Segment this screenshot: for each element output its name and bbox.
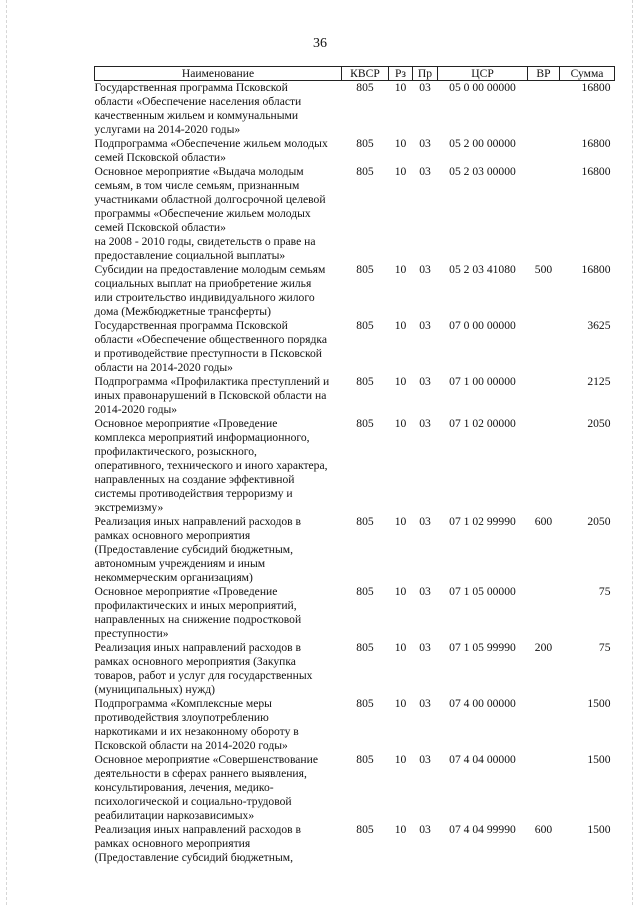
row-kvsr-cell: 805 [356,417,374,430]
row-name-line: Реализация иных направлений расходов в [94,515,301,528]
table-row [95,753,615,823]
row-pr-cell: 03 [419,515,431,528]
row-name-line: Государственная программа Псковской [94,81,288,94]
row-vr-cell [528,81,560,138]
row-name-line: консультирования, лечения, медико- [94,781,274,794]
table-row [95,417,615,515]
row-name-line: 2014-2020 годы» [94,403,178,416]
row-name-cell [95,137,342,165]
table-row [95,81,615,138]
table-row [95,585,615,641]
row-sum-cell: 75 [598,585,611,598]
row-name-line: реабилитации наркозависимых» [94,809,255,822]
budget-table [94,66,615,865]
table-row [95,375,615,417]
row-rz-cell: 10 [394,585,407,598]
row-name-line: на 2008 - 2010 годы, свидетельств о праве на [94,235,316,248]
row-csr-cell: 05 2 03 41080 [449,263,516,276]
row-rz-cell: 10 [394,319,407,332]
header-vr: ВР [528,67,560,81]
row-rz-cell: 10 [394,515,407,528]
row-name-line: области на 2014-2020 годы» [94,361,233,374]
row-rz-cell: 10 [394,137,407,150]
row-csr-cell: 07 4 04 99990 [449,823,516,836]
row-name-line: наркотиками и их незаконному обороту в [94,725,299,738]
row-pr-cell: 03 [419,375,431,388]
row-name-cell [95,81,342,138]
row-pr-cell: 03 [419,585,431,598]
row-name-line: Подпрограмма «Комплексные меры [94,697,272,710]
row-name-cell [95,753,342,823]
row-pr-cell: 03 [419,81,431,94]
row-kvsr-cell: 805 [356,823,374,836]
row-vr-cell: 200 [534,641,553,654]
row-name-line: Реализация иных направлений расходов в [94,823,301,836]
row-vr-cell [528,417,560,515]
row-name-line: Основное мероприятие «Проведение [94,585,278,598]
row-name-line: профилактических и иных мероприятий, [94,599,297,612]
row-csr-cell: 07 4 04 00000 [449,753,516,766]
row-name-cell [95,823,342,865]
row-name-line: комплекса мероприятий информационного, [94,431,310,444]
row-rz-cell: 10 [394,641,407,654]
row-kvsr-cell: 805 [356,319,374,332]
row-sum-cell: 2125 [587,375,611,388]
row-name-line: (Предоставление субсидий бюджетным, [94,543,293,556]
row-pr-cell: 03 [419,319,431,332]
row-name-line: профилактического, розыскного, [94,445,257,458]
row-name-line: области «Обеспечение населения области [94,95,302,108]
row-name-line: предоставление социальной выплаты» [94,249,286,262]
row-vr-cell [528,697,560,753]
row-sum-cell: 16800 [581,81,611,94]
row-name-line: направленных на снижение подростковой [94,613,302,626]
row-name-cell [95,585,342,641]
row-vr-cell [528,137,560,165]
row-name-cell [95,165,342,263]
row-kvsr-cell: 805 [356,137,374,150]
row-kvsr-cell: 805 [356,515,374,528]
header-pr: Пр [413,67,438,81]
row-name-line: социальных выплат на приобретение жилья [94,277,312,290]
row-vr-cell [528,319,560,375]
row-name-line: некоммерческим организациям) [94,571,253,584]
row-sum-cell: 2050 [587,515,611,528]
row-name-line: иных правонарушений в Псковской области на [94,389,327,402]
row-name-line: Реализация иных направлений расходов в [94,641,301,654]
table-header-row [95,67,615,81]
table-row [95,823,615,865]
row-rz-cell: 10 [394,753,407,766]
row-name-line: деятельности в сферах раннего выявления, [94,767,307,780]
row-name-line: услугами на 2014-2020 годы» [94,123,241,136]
row-pr-cell: 03 [419,165,431,178]
row-sum-cell: 1500 [587,753,611,766]
row-csr-cell: 07 0 00 00000 [449,319,516,332]
row-name-line: оперативного, технического и иного характера, [94,459,328,472]
table-row [95,263,615,319]
header-kvsr: КВСР [342,67,389,81]
row-name-line: Подпрограмма «Обеспечение жильем молодых [94,137,328,150]
scan-edge-right [632,0,634,905]
row-vr-cell [528,165,560,263]
row-pr-cell: 03 [419,263,431,276]
header-sum: Сумма [560,67,615,81]
row-name-line: Основное мероприятие «Проведение [94,417,278,430]
row-name-cell [95,319,342,375]
row-rz-cell: 10 [394,417,407,430]
row-csr-cell: 07 1 02 00000 [449,417,516,430]
row-vr-cell: 600 [534,823,553,836]
row-vr-cell [528,375,560,417]
row-kvsr-cell: 805 [356,585,374,598]
row-sum-cell: 2050 [587,417,611,430]
row-name-line: дома (Межбюджетные трансферты) [94,305,271,318]
row-name-line: автономным учреждениям и иным [94,557,266,570]
row-rz-cell: 10 [394,165,407,178]
row-csr-cell: 07 4 00 00000 [449,697,516,710]
row-name-cell [95,697,342,753]
row-pr-cell: 03 [419,137,431,150]
table-body [95,81,615,866]
row-name-cell [95,375,342,417]
row-name-line: (муниципальных) нужд) [94,683,216,696]
row-pr-cell: 03 [419,697,431,710]
row-vr-cell: 500 [534,263,553,276]
row-name-cell [95,641,342,697]
row-kvsr-cell: 805 [356,753,374,766]
header-name: Наименование [95,67,342,81]
row-csr-cell: 07 1 02 99990 [449,515,516,528]
row-name-line: психологической и социально-трудовой [94,795,292,808]
row-name-line: Подпрограмма «Профилактика преступлений и [94,375,330,388]
row-name-line: Государственная программа Псковской [94,319,288,332]
row-sum-cell: 16800 [581,165,611,178]
row-name-line: семей Псковской области» [94,151,226,164]
row-rz-cell: 10 [394,697,407,710]
table-row [95,697,615,753]
scan-edge-left [6,0,8,905]
row-kvsr-cell: 805 [356,697,374,710]
row-name-line: системы противодействия терроризму и [94,487,293,500]
row-name-line: товаров, работ и услуг для государственных [94,669,313,682]
row-csr-cell: 07 1 05 99990 [449,641,516,654]
row-name-line: экстремизму» [94,501,164,514]
row-pr-cell: 03 [419,753,431,766]
row-sum-cell: 16800 [581,137,611,150]
row-name-line: качественным жильем и коммунальными [94,109,299,122]
row-name-cell [95,515,342,585]
table-row [95,137,615,165]
table-row [95,641,615,697]
row-name-line: противодействия злоупотреблению [94,711,269,724]
row-csr-cell: 05 2 03 00000 [449,165,516,178]
row-csr-cell: 07 1 05 00000 [449,585,516,598]
row-kvsr-cell: 805 [356,165,374,178]
row-vr-cell: 600 [534,515,553,528]
row-pr-cell: 03 [419,823,431,836]
row-kvsr-cell: 805 [356,375,374,388]
row-name-line: или строительство индивидуального жилого [94,291,315,304]
row-csr-cell: 07 1 00 00000 [449,375,516,388]
row-name-line: рамках основного мероприятия (Закупка [94,655,296,668]
row-rz-cell: 10 [394,375,407,388]
row-vr-cell [528,753,560,823]
row-sum-cell: 16800 [581,263,611,276]
row-name-cell [95,417,342,515]
row-name-line: Субсидии на предоставление молодым семьям [94,263,326,276]
row-name-line: преступности» [94,627,169,640]
row-sum-cell: 1500 [587,697,611,710]
row-name-line: участниками областной долгосрочной целевой [94,193,326,206]
row-sum-cell: 3625 [587,319,611,332]
table-row [95,515,615,585]
row-sum-cell: 1500 [587,823,611,836]
row-csr-cell: 05 2 00 00000 [449,137,516,150]
row-name-line: Основное мероприятие «Совершенствование [94,753,318,766]
row-rz-cell: 10 [394,81,407,94]
row-sum-cell: 75 [598,641,611,654]
row-name-line: семьям, в том числе семьям, признанным [94,179,300,192]
row-name-line: Псковской области на 2014-2020 годы» [94,739,288,752]
page-number: 36 [313,36,327,51]
row-name-line: направленных на создание эффективной [94,473,295,486]
row-rz-cell: 10 [394,263,407,276]
row-name-line: области «Обеспечение общественного порядка [94,333,327,346]
row-vr-cell [528,585,560,641]
row-name-line: программы «Обеспечение жильем молодых [94,207,311,220]
row-kvsr-cell: 805 [356,263,374,276]
row-pr-cell: 03 [419,417,431,430]
row-name-line: рамках основного мероприятия [94,529,251,542]
row-name-cell [95,263,342,319]
row-name-line: и противодействие преступности в Псковской [94,347,322,360]
row-csr-cell: 05 0 00 00000 [449,81,516,94]
row-name-line: (Предоставление субсидий бюджетным, [94,851,293,864]
row-rz-cell: 10 [394,823,407,836]
header-rz: Рз [389,67,413,81]
row-name-line: рамках основного мероприятия [94,837,251,850]
header-csr: ЦСР [438,67,528,81]
row-name-line: Основное мероприятие «Выдача молодым [94,165,304,178]
row-pr-cell: 03 [419,641,431,654]
row-kvsr-cell: 805 [356,81,374,94]
row-kvsr-cell: 805 [356,641,374,654]
table-row [95,319,615,375]
row-name-line: семей Псковской области» [94,221,226,234]
table-row [95,165,615,263]
